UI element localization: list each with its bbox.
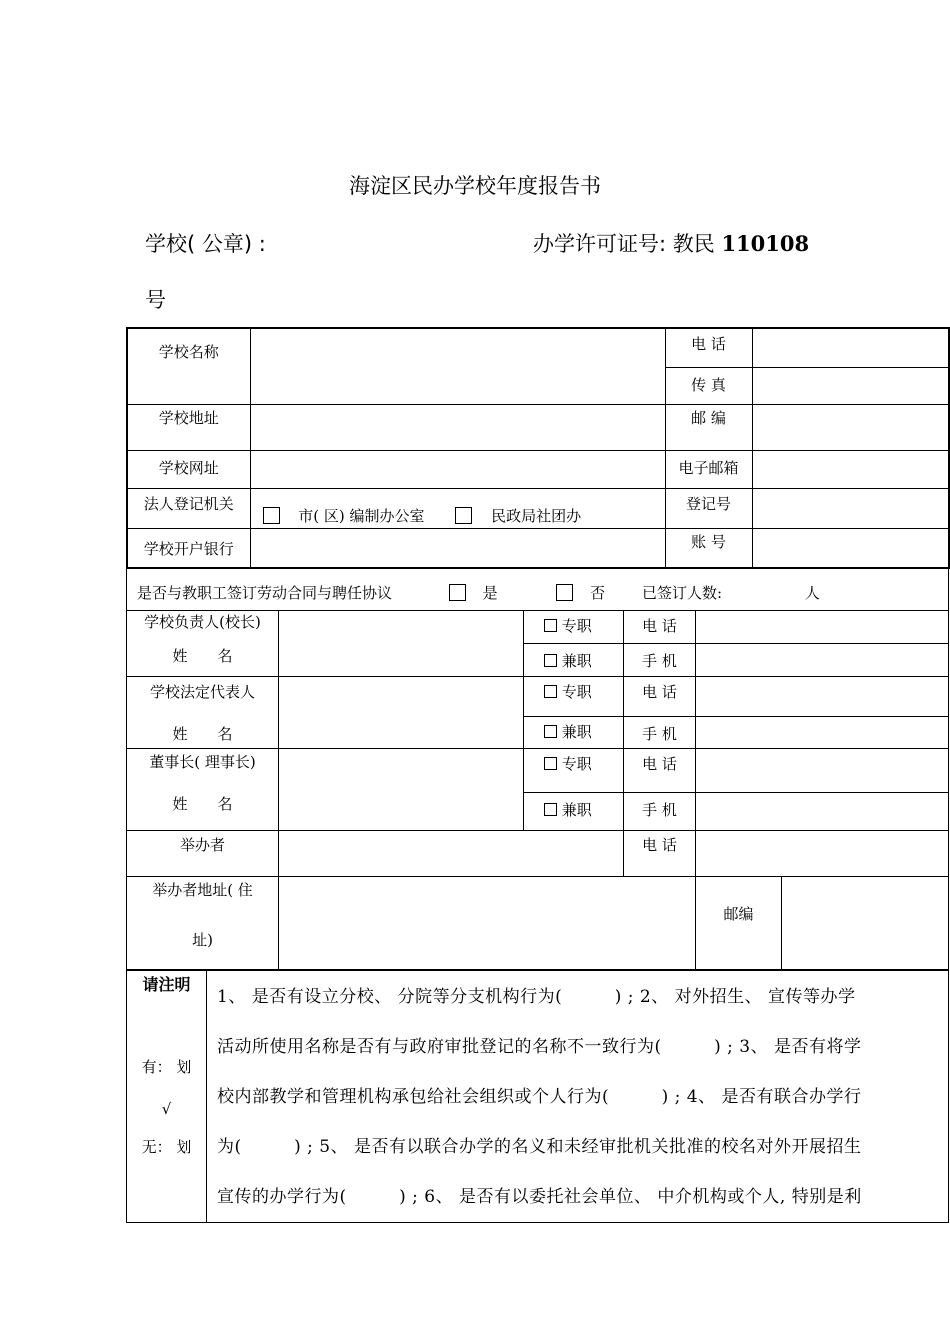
legal-rep-mobile-field[interactable] <box>696 717 949 749</box>
email-field[interactable] <box>752 450 949 488</box>
contract-question: 是否与教职工签订劳动合同与聘任协议 <box>137 584 393 602</box>
school-seal-label: 学校( 公章) : <box>145 232 266 256</box>
principal-title: 学校负责人(校长) <box>144 613 261 631</box>
contract-yes-checkbox[interactable] <box>449 584 466 601</box>
notes-line: 1、 是否有设立分校、 分院等分支机构行为( ) ; 2、 对外招生、 宣传等办学 <box>217 987 856 1007</box>
notes-table <box>126 969 949 1223</box>
reg-authority-label: 法人登记机关 <box>127 488 250 528</box>
legal-rep-mobile-label: 手 机 <box>624 717 696 749</box>
sponsor-address-field[interactable] <box>279 877 696 971</box>
notes-line: 校内部教学和管理机构承包给社会组织或个人行为( ) ; 4、 是否有联合办学行 <box>217 1087 862 1107</box>
legal-rep-parttime-checkbox[interactable] <box>544 725 557 738</box>
legal-rep-name-label: 姓 名 <box>172 725 233 743</box>
principal-fulltime-label: 专职 <box>561 617 592 635</box>
notes-side <box>127 970 207 1223</box>
bank-label: 学校开户银行 <box>127 528 250 568</box>
city-office-checkbox[interactable] <box>263 507 280 524</box>
bank-field[interactable] <box>250 528 665 568</box>
school-name-label: 学校名称 <box>127 328 250 404</box>
principal-phone-field[interactable] <box>696 611 949 644</box>
chairman-mobile-label: 手 机 <box>624 793 696 831</box>
reg-no-label: 登记号 <box>665 488 752 528</box>
reg-no-field[interactable] <box>752 488 949 528</box>
contract-yes-label: 是 <box>482 584 498 602</box>
notes-line: 为( ) ; 5、 是否有以联合办学的名义和未经审批机关批准的校名对外开展招生 <box>217 1137 862 1157</box>
postcode-label: 邮 编 <box>665 404 752 450</box>
fax-field[interactable] <box>752 367 949 404</box>
notes-none: 无： 划 <box>141 1138 192 1156</box>
sponsor-address-line1: 举办者地址( 住 <box>152 881 253 899</box>
phone-field[interactable] <box>752 328 949 367</box>
legal-rep-phone-field[interactable] <box>696 677 949 717</box>
principal-parttime-checkbox[interactable] <box>544 654 557 667</box>
contract-row <box>127 568 949 611</box>
contract-no-checkbox[interactable] <box>556 584 573 601</box>
page-title: 海淀区民办学校年度报告书 <box>349 174 601 198</box>
address-field[interactable] <box>250 404 665 450</box>
legal-rep-fulltime-label: 专职 <box>561 683 592 701</box>
legal-rep-fulltime-checkbox[interactable] <box>544 685 557 698</box>
chairman-fulltime-checkbox[interactable] <box>544 757 557 770</box>
legal-rep-parttime[interactable] <box>524 717 624 749</box>
phone-label: 电 话 <box>665 328 752 367</box>
license-number: 110108 <box>721 231 810 256</box>
license-suffix: 号 <box>145 288 166 312</box>
person-unit: 人 <box>804 584 820 602</box>
chairman-label <box>127 749 279 831</box>
account-field[interactable] <box>752 528 949 568</box>
principal-label <box>127 611 279 677</box>
sponsor-phone-label: 电 话 <box>624 831 696 877</box>
chairman-phone-label: 电 话 <box>624 749 696 793</box>
website-field[interactable] <box>250 450 665 488</box>
legal-rep-parttime-label: 兼职 <box>561 723 592 741</box>
basic-info-table <box>126 327 950 569</box>
principal-name-label: 姓 名 <box>172 647 233 665</box>
notes-line: 宣传的办学行为( ) ; 6、 是否有以委托社会单位、 中介机构或个人, 特别是利 <box>217 1187 862 1207</box>
chairman-parttime[interactable] <box>524 793 624 831</box>
sponsor-postcode-field[interactable] <box>782 877 949 971</box>
personnel-table <box>126 567 949 971</box>
principal-fulltime-checkbox[interactable] <box>544 619 557 632</box>
chairman-title: 董事长( 理事长) <box>149 753 256 771</box>
email-label: 电子邮箱 <box>665 450 752 488</box>
chairman-phone-field[interactable] <box>696 749 949 793</box>
notes-line: 活动所使用名称是否有与政府审批登记的名称不一致行为( ) ; 3、 是否有将学 <box>217 1037 862 1057</box>
chairman-name-field[interactable] <box>279 749 524 831</box>
chairman-mobile-field[interactable] <box>696 793 949 831</box>
chairman-fulltime-label: 专职 <box>561 755 592 773</box>
website-label: 学校网址 <box>127 450 250 488</box>
check-mark-icon: √ <box>161 1100 172 1118</box>
legal-rep-label <box>127 677 279 749</box>
civil-affairs-checkbox[interactable] <box>455 507 472 524</box>
reg-authority-options <box>250 488 665 528</box>
fax-label: 传 真 <box>665 367 752 404</box>
principal-fulltime[interactable] <box>524 611 624 644</box>
city-office-label: 市( 区) 编制办公室 <box>298 506 425 525</box>
sponsor-address-label <box>127 877 279 971</box>
sponsor-label: 举办者 <box>127 831 279 877</box>
legal-rep-title: 学校法定代表人 <box>149 683 255 701</box>
principal-parttime-label: 兼职 <box>561 652 592 670</box>
principal-name-field[interactable] <box>279 611 524 677</box>
chairman-fulltime[interactable] <box>524 749 624 793</box>
license-label-text: 办学许可证号: 教民 <box>533 232 715 256</box>
sponsor-postcode-label: 邮编 <box>696 877 782 971</box>
chairman-parttime-label: 兼职 <box>561 801 592 819</box>
legal-rep-fulltime[interactable] <box>524 677 624 717</box>
notes-text <box>207 970 949 1223</box>
principal-mobile-field[interactable] <box>696 644 949 677</box>
school-name-field[interactable] <box>250 328 665 404</box>
postcode-field[interactable] <box>752 404 949 450</box>
notes-head: 请注明 <box>142 975 191 994</box>
sponsor-phone-field[interactable] <box>696 831 949 877</box>
signed-count-label: 已签订人数: <box>641 584 723 602</box>
principal-phone-label: 电 话 <box>624 611 696 644</box>
civil-affairs-label: 民政局社团办 <box>491 506 582 525</box>
principal-parttime[interactable] <box>524 644 624 677</box>
legal-rep-phone-label: 电 话 <box>624 677 696 717</box>
sponsor-field[interactable] <box>279 831 624 877</box>
chairman-name-label: 姓 名 <box>172 795 233 813</box>
address-label: 学校地址 <box>127 404 250 450</box>
account-label: 账 号 <box>665 528 752 568</box>
license-label <box>533 228 809 258</box>
principal-mobile-label: 手 机 <box>624 644 696 677</box>
contract-no-label: 否 <box>590 584 606 602</box>
legal-rep-name-field[interactable] <box>279 677 524 749</box>
sponsor-address-line2: 址) <box>192 931 213 949</box>
notes-have: 有： 划 <box>141 1058 192 1076</box>
chairman-parttime-checkbox[interactable] <box>544 803 557 816</box>
